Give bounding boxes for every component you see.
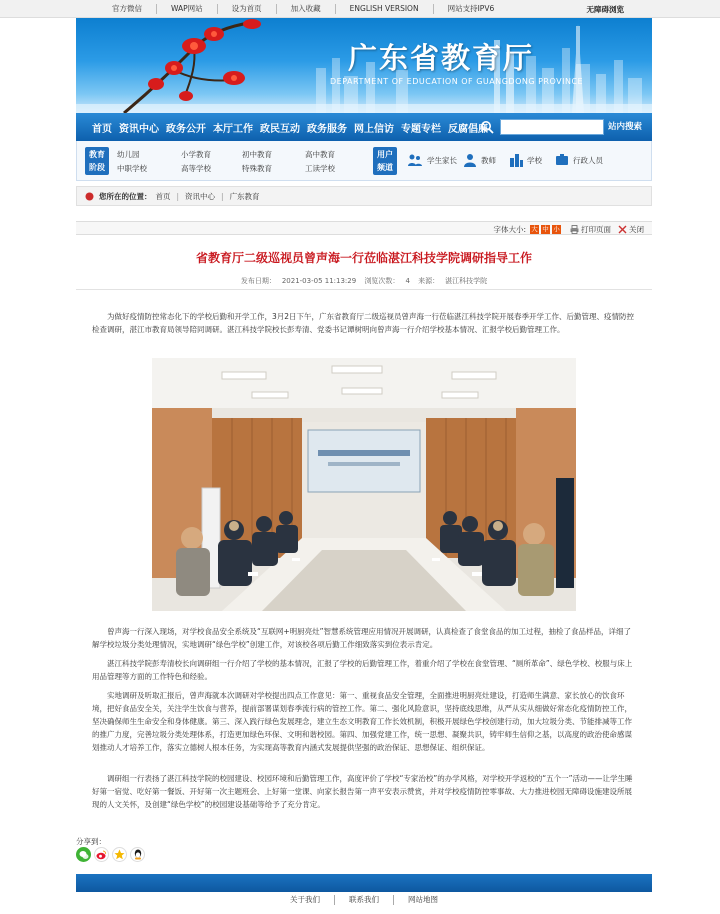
publish-date-label: 发布日期： [240, 277, 276, 285]
education-stage-tag [85, 147, 109, 175]
administrators-label: 行政人员 [573, 155, 603, 165]
close-button[interactable] [618, 224, 644, 235]
font-size-medium-button[interactable]: 中 [542, 225, 549, 233]
accessibility-link[interactable]: 无障碍浏览 [586, 5, 624, 14]
breadcrumb-news-center[interactable]: 资讯中心 [185, 191, 216, 201]
top-links [98, 0, 508, 18]
close-icon [618, 225, 627, 234]
schools-label: 学校 [527, 155, 542, 165]
wechat-share-icon[interactable] [76, 847, 91, 862]
stage-link-reform-school[interactable]: 工读学校 [305, 164, 335, 173]
breadcrumb-label: 您所在的位置： [99, 191, 152, 201]
article-paragraph: 曾声海一行深入现场，对学校食品安全系统及“互联网+明厨亮灶”智慧系统管理应用情况开展调研，认真检查了食堂食品的加工过程，抽检了食品样品，详细了解学校垃圾分类处理情况，实地调研“绿色学校”创建工作，对该校各项后勤工作细致落实到位表示肯定。 [92, 627, 632, 649]
search-button[interactable]: 站内搜索 [608, 122, 643, 132]
user-tag-line1: 用户 [377, 150, 393, 159]
print-label: 打印页面 [581, 225, 611, 234]
article-paragraph: 湛江科技学院彭寿清校长向调研组一行介绍了学校的基本情况，汇报了学校的后勤管理工作，着重介绍了学校在食堂管理、“厕所革命”、绿色学校、校服与床上用品管理等方面的工作特色和经验。 [92, 659, 633, 681]
breadcrumb [76, 186, 652, 206]
stage-link-special-ed[interactable]: 特殊教育 [242, 164, 272, 173]
stage-link-junior-high[interactable]: 初中教育 [242, 150, 272, 159]
article-photo [152, 358, 576, 611]
printer-icon [570, 225, 579, 234]
close-label: 关闭 [629, 225, 644, 234]
user-link-administrators[interactable] [555, 153, 603, 167]
source-label: 来源： [418, 277, 440, 285]
top-link-homepage[interactable]: 设为首页 [217, 4, 276, 14]
administrator-icon [555, 153, 569, 167]
footer-link-contact[interactable]: 联系我们 [334, 895, 393, 905]
font-size-large-button[interactable]: 大 [531, 225, 538, 233]
footer-bar [76, 874, 652, 892]
location-pin-icon [85, 192, 94, 201]
stage-tag-line1: 教育 [89, 150, 105, 159]
breadcrumb-guangdong-education[interactable]: 广东教育 [229, 191, 260, 201]
share-icons [76, 847, 148, 862]
stage-link-primary[interactable]: 小学教育 [181, 150, 211, 159]
user-tag-line2: 频道 [377, 163, 393, 172]
kapok-flower-graphic [114, 18, 284, 113]
nav-online-petition[interactable]: 网上信访 [354, 123, 394, 135]
nav-anti-corruption[interactable]: 反腐倡廉 [448, 123, 488, 135]
stage-link-kindergarten[interactable]: 幼儿园 [117, 150, 140, 159]
site-banner [76, 18, 652, 113]
article-paragraph: 实地调研及听取汇报后，曾声海就本次调研对学校提出四点工作意见：第一、重视食品安全管理，全面推进明厨亮灶建设，打造师生满意、家长放心的饮食环境，把好食品安全关，关注学生饮食与营养，提前部署谋划春季流行病的管控工作。第二、强化风险意识，坚持底线思维，从严从实从细做好常态化疫情防控工作，坚决确保师生生命安全和身体健康。第三、深入践行绿色发展理念，建立生态文明教育工作长效机制，积极开展绿色学校创建行动，加大垃圾分类、节能排减等工作的推广力度，完善垃圾分类处理体系，打造更加绿色环保、文明和谐校园。第四、加强党建工作，统一思想、凝聚共识，铸牢师生信仰之基，以高度的政治使命感谋划推动人才培养工作，落实立德树人根本任务，为实现高等教育内涵式发展提供坚强的政治保证、思想保证、组织保证。 [92, 691, 632, 752]
search-input[interactable] [500, 119, 604, 135]
user-link-teachers[interactable] [463, 153, 496, 167]
nav-government-affairs[interactable]: 政务公开 [166, 123, 206, 135]
qq-share-icon[interactable] [130, 847, 145, 862]
article-toolbar [76, 221, 652, 235]
search-icon [480, 120, 494, 134]
nav-public-interaction[interactable]: 政民互动 [260, 123, 300, 135]
breadcrumb-separator: | [176, 191, 180, 201]
top-link-wechat[interactable]: 官方微信 [112, 4, 142, 13]
nav-department-work[interactable]: 本厅工作 [213, 123, 253, 135]
channel-subnav [76, 141, 652, 181]
qzone-share-icon[interactable] [112, 847, 127, 862]
stage-link-vocational[interactable]: 中职学校 [117, 164, 147, 173]
user-channel-tag [373, 147, 397, 175]
school-building-icon [509, 153, 523, 167]
top-link-favorite[interactable]: 加入收藏 [276, 4, 335, 14]
teachers-label: 教师 [481, 155, 496, 165]
stage-column-3 [242, 148, 272, 176]
print-button[interactable] [570, 224, 611, 235]
weibo-share-icon[interactable] [94, 847, 109, 862]
view-count: 4 [405, 277, 410, 285]
source-value: 湛江科技学院 [445, 277, 488, 285]
breadcrumb-separator: | [221, 191, 224, 201]
user-link-students-parents[interactable] [407, 153, 457, 167]
top-utility-bar [0, 0, 720, 18]
stage-link-senior-high[interactable]: 高中教育 [305, 150, 335, 159]
article-paragraph: 为做好疫情防控常态化下的学校后勤和开学工作，3月2日下午，广东省教育厅二级巡视员曾声海一行莅临湛江科技学院开展春季开学工作、后勤管理、疫情防控检查调研，湛江市教育局领导陪同调研。湛江科技学院校长彭寿清、党委书记谭树明向曾声海一行介绍学校基本情况、汇报学校后勤管理工作。 [92, 312, 635, 334]
article-title: 省教育厅二级巡视员曾声海一行莅临湛江科技学院调研指导工作 [195, 251, 532, 265]
footer-link-about[interactable]: 关于我们 [290, 895, 320, 904]
article-meta [76, 276, 652, 286]
stage-column-4 [305, 148, 335, 176]
article-paragraph: 调研组一行表扬了湛江科技学院的校园建设、校园环境和后勤管理工作，高度评价了学校“专家治校”的办学风格，对学校开学返校的“五个一”活动——让学生睡好第一宿觉、吃好第一餐饭、开好第一次主题班会、上好第一堂课、向家长报告第一声平安表示赞赏，并对学校疫情防控零事故、大力推进校园无障碍设施建设所展现的人文关怀，及创建“绿色学校”的校园建设基础等给予了充分肯定。 [92, 774, 633, 809]
main-navigation [76, 113, 652, 141]
students-parents-label: 学生家长 [427, 155, 457, 165]
footer-links [76, 895, 652, 905]
meeting-room-photo [152, 358, 576, 611]
breadcrumb-home[interactable]: 首页 [155, 191, 171, 201]
view-count-label: 浏览次数： [364, 277, 400, 285]
nav-home[interactable]: 首页 [92, 123, 112, 135]
stage-tag-line2: 阶段 [89, 163, 105, 172]
teacher-icon [463, 153, 477, 167]
top-link-wap[interactable]: WAP网站 [156, 4, 217, 14]
font-size-label: 字体大小: [493, 225, 526, 234]
publish-date: 2021-03-05 11:13:29 [281, 277, 357, 285]
nav-news-center[interactable]: 资讯中心 [119, 123, 159, 135]
share-label: 分享到： [76, 837, 106, 846]
nav-government-services[interactable]: 政务服务 [307, 123, 347, 135]
top-link-english[interactable]: ENGLISH VERSION [335, 4, 433, 14]
stage-column-2 [181, 148, 211, 176]
site-title: 广东省教育厅 [348, 41, 535, 75]
footer-link-sitemap[interactable]: 网站地图 [393, 895, 452, 905]
nav-special-topics[interactable]: 专题专栏 [401, 123, 441, 135]
stage-column-1 [117, 148, 147, 176]
user-link-schools[interactable] [509, 153, 542, 167]
stage-link-higher-ed[interactable]: 高等学校 [181, 164, 211, 173]
top-link-ipv6[interactable]: 网站支持IPV6 [433, 4, 509, 14]
meta-divider [76, 289, 652, 290]
students-parents-icon [407, 153, 423, 167]
font-size-small-button[interactable]: 小 [553, 225, 560, 233]
site-subtitle: DEPARTMENT OF EDUCATION OF GUANGDONG PROVINCE [330, 77, 584, 86]
